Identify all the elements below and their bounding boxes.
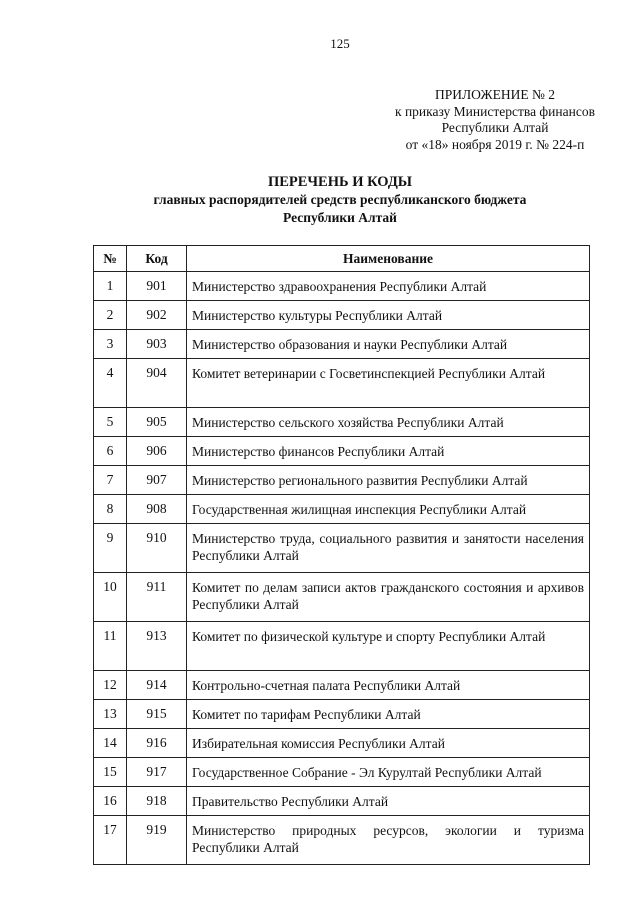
row-number: 15 bbox=[94, 758, 127, 787]
row-code: 918 bbox=[127, 787, 187, 816]
table-row bbox=[94, 816, 590, 865]
row-number: 9 bbox=[94, 524, 127, 573]
row-number: 14 bbox=[94, 729, 127, 758]
row-code: 917 bbox=[127, 758, 187, 787]
row-number: 3 bbox=[94, 330, 127, 359]
table-row bbox=[94, 359, 590, 408]
row-code: 913 bbox=[127, 622, 187, 671]
row-code: 907 bbox=[127, 466, 187, 495]
row-name: Государственное Собрание - Эл Курултай Республики Алтай bbox=[187, 758, 590, 787]
row-number: 12 bbox=[94, 671, 127, 700]
title-line-2: главных распорядителей средств республиканского бюджета bbox=[153, 192, 527, 207]
table-row bbox=[94, 524, 590, 573]
codes-table bbox=[93, 245, 590, 865]
title-line-3: Республики Алтай bbox=[283, 210, 397, 225]
table-row bbox=[94, 622, 590, 671]
table-header-row bbox=[94, 246, 590, 272]
row-code: 910 bbox=[127, 524, 187, 573]
table-row bbox=[94, 758, 590, 787]
row-number: 8 bbox=[94, 495, 127, 524]
row-name: Министерство природных ресурсов, экологии и туризма Республики Алтай bbox=[187, 816, 590, 865]
title-line-1: ПЕРЕЧЕНЬ И КОДЫ bbox=[267, 174, 413, 190]
row-name: Избирательная комиссия Республики Алтай bbox=[187, 729, 590, 758]
row-name: Государственная жилищная инспекция Республики Алтай bbox=[187, 495, 590, 524]
row-name: Министерство труда, социального развития и занятости населения Республики Алтай bbox=[187, 524, 590, 573]
table-row bbox=[94, 301, 590, 330]
row-name: Комитет по делам записи актов гражданского состояния и архивов Республики Алтай bbox=[187, 573, 590, 622]
row-number: 2 bbox=[94, 301, 127, 330]
row-name: Министерство финансов Республики Алтай bbox=[187, 437, 590, 466]
row-number: 7 bbox=[94, 466, 127, 495]
page-number: 125 bbox=[330, 36, 350, 51]
row-number: 10 bbox=[94, 573, 127, 622]
row-code: 911 bbox=[127, 573, 187, 622]
appendix-date: от «18» ноября 2019 г. № 224-п bbox=[405, 136, 585, 152]
table-row bbox=[94, 495, 590, 524]
row-code: 914 bbox=[127, 671, 187, 700]
row-number: 17 bbox=[94, 816, 127, 865]
row-number: 6 bbox=[94, 437, 127, 466]
table-row bbox=[94, 437, 590, 466]
row-name: Министерство образования и науки Республики Алтай bbox=[187, 330, 590, 359]
row-code: 908 bbox=[127, 495, 187, 524]
appendix-block bbox=[395, 87, 595, 153]
row-number: 5 bbox=[94, 408, 127, 437]
row-name: Комитет ветеринарии с Госветинспекцией Республики Алтай bbox=[187, 359, 590, 408]
row-code: 903 bbox=[127, 330, 187, 359]
document-title bbox=[90, 173, 590, 227]
row-name: Правительство Республики Алтай bbox=[187, 787, 590, 816]
header-code: Код bbox=[127, 246, 187, 272]
row-name: Министерство культуры Республики Алтай bbox=[187, 301, 590, 330]
row-number: 16 bbox=[94, 787, 127, 816]
row-code: 904 bbox=[127, 359, 187, 408]
row-code: 916 bbox=[127, 729, 187, 758]
row-name: Министерство сельского хозяйства Республики Алтай bbox=[187, 408, 590, 437]
table-row bbox=[94, 272, 590, 301]
table-row bbox=[94, 787, 590, 816]
table-row bbox=[94, 408, 590, 437]
appendix-order: к приказу Министерства финансов bbox=[395, 103, 595, 119]
appendix-title: ПРИЛОЖЕНИЕ № 2 bbox=[434, 87, 556, 102]
table-row bbox=[94, 700, 590, 729]
row-code: 915 bbox=[127, 700, 187, 729]
row-code: 901 bbox=[127, 272, 187, 301]
row-code: 902 bbox=[127, 301, 187, 330]
table-row bbox=[94, 330, 590, 359]
row-number: 11 bbox=[94, 622, 127, 671]
row-code: 906 bbox=[127, 437, 187, 466]
table-row bbox=[94, 573, 590, 622]
table-row bbox=[94, 466, 590, 495]
row-name: Комитет по физической культуре и спорту Республики Алтай bbox=[187, 622, 590, 671]
row-name: Комитет по тарифам Республики Алтай bbox=[187, 700, 590, 729]
row-number: 4 bbox=[94, 359, 127, 408]
row-name: Контрольно-счетная палата Республики Алтай bbox=[187, 671, 590, 700]
row-code: 905 bbox=[127, 408, 187, 437]
appendix-republic: Республики Алтай bbox=[441, 120, 549, 135]
row-name: Министерство регионального развития Республики Алтай bbox=[187, 466, 590, 495]
header-number: № bbox=[94, 246, 127, 272]
row-name: Министерство здравоохранения Республики Алтай bbox=[187, 272, 590, 301]
header-name: Наименование bbox=[187, 246, 590, 272]
table-row bbox=[94, 729, 590, 758]
row-number: 1 bbox=[94, 272, 127, 301]
table-row bbox=[94, 671, 590, 700]
row-code: 919 bbox=[127, 816, 187, 865]
row-number: 13 bbox=[94, 700, 127, 729]
